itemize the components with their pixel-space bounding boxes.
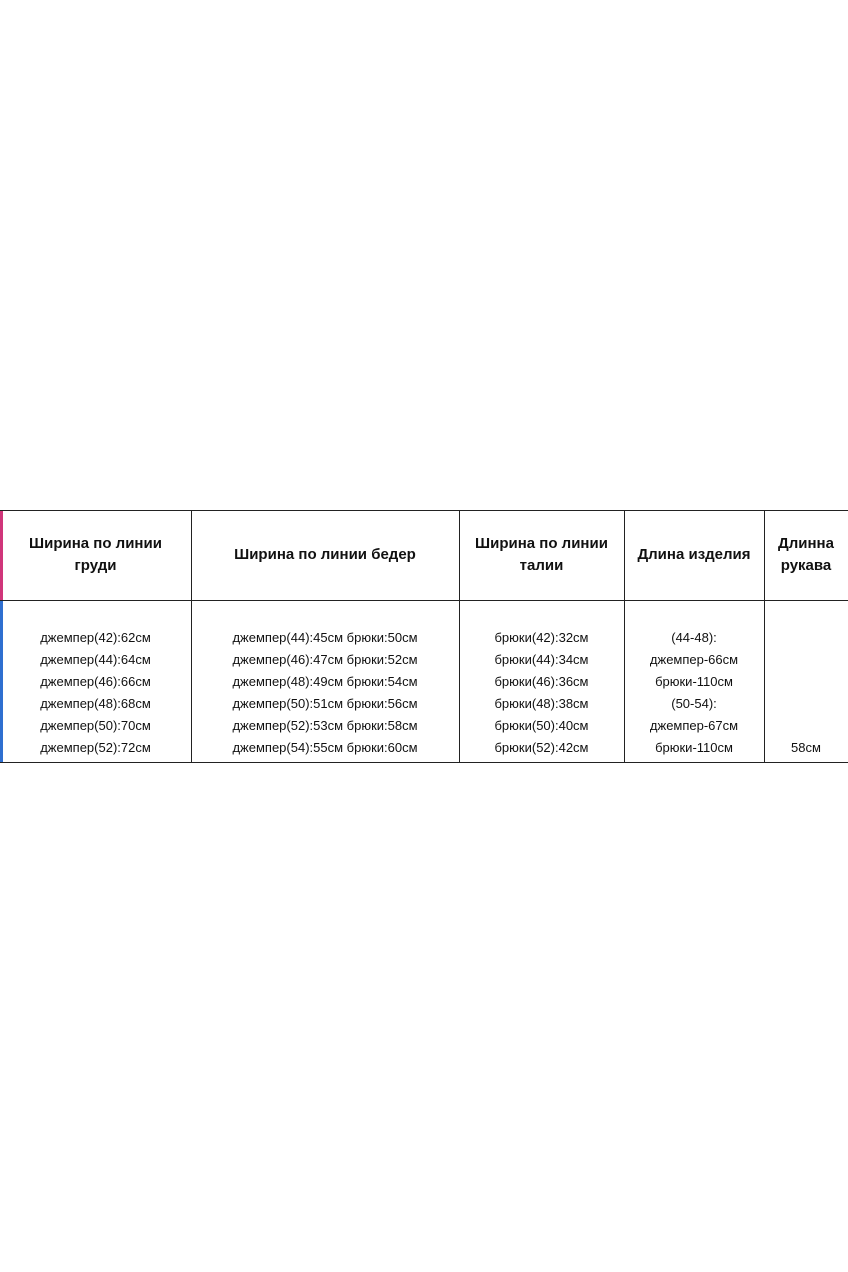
column-sleeve-length-values bbox=[764, 600, 848, 763]
table-cell: джемпер(52):53см брюки:58см bbox=[232, 718, 418, 733]
table-cell: джемпер-67см bbox=[649, 718, 739, 733]
header-line: Длинна bbox=[778, 535, 834, 552]
table-cell: брюки(44):34см bbox=[494, 652, 589, 667]
table-cell: джемпер(48):68см bbox=[40, 696, 151, 711]
table-cell: 58см bbox=[791, 740, 821, 755]
table-cell: (44-48): bbox=[671, 630, 717, 645]
column-chest-width-values bbox=[0, 600, 191, 763]
header-line: талии bbox=[519, 557, 564, 574]
table-cell: (50-54): bbox=[671, 696, 717, 711]
table-cell: джемпер(52):72см bbox=[40, 740, 151, 755]
header-line: Ширина по линии bbox=[29, 535, 162, 552]
table-cell: джемпер(44):64см bbox=[40, 652, 151, 667]
header-hip-width bbox=[191, 510, 459, 600]
table-cell: брюки-110см bbox=[655, 674, 733, 689]
table-cell: джемпер(50):51см брюки:56см bbox=[232, 696, 418, 711]
table-cell: джемпер(54):55см брюки:60см bbox=[232, 740, 418, 755]
table-cell: джемпер(46):66см bbox=[40, 674, 151, 689]
table-cell: джемпер(50):70см bbox=[40, 718, 151, 733]
size-chart-table bbox=[0, 510, 848, 763]
table-cell: брюки-110см bbox=[655, 740, 733, 755]
table-cell: джемпер(48):49см брюки:54см bbox=[232, 674, 418, 689]
header-line: груди bbox=[74, 557, 117, 574]
header-sleeve-length bbox=[764, 510, 848, 600]
table-cell: джемпер(42):62см bbox=[40, 630, 151, 645]
header-chest-width bbox=[0, 510, 191, 600]
header-line: рукава bbox=[780, 557, 832, 574]
header-line: Ширина по линии bbox=[475, 535, 608, 552]
table-cell: джемпер-66см bbox=[649, 652, 739, 667]
header-garment-length bbox=[624, 510, 764, 600]
table-cell: джемпер(46):47см брюки:52см bbox=[232, 652, 418, 667]
column-waist-width-values bbox=[459, 600, 624, 763]
table-cell: брюки(52):42см bbox=[494, 740, 589, 755]
column-hip-width-values bbox=[191, 600, 459, 763]
table-cell: брюки(48):38см bbox=[494, 696, 589, 711]
table-cell: брюки(46):36см bbox=[494, 674, 589, 689]
header-waist-width bbox=[459, 510, 624, 600]
table-cell: брюки(50):40см bbox=[494, 718, 589, 733]
column-garment-length-values bbox=[624, 600, 764, 763]
header-line: Длина изделия bbox=[637, 546, 751, 563]
header-line: Ширина по линии бедер bbox=[234, 546, 416, 563]
table-cell: брюки(42):32см bbox=[494, 630, 589, 645]
table-cell: джемпер(44):45см брюки:50см bbox=[232, 630, 418, 645]
